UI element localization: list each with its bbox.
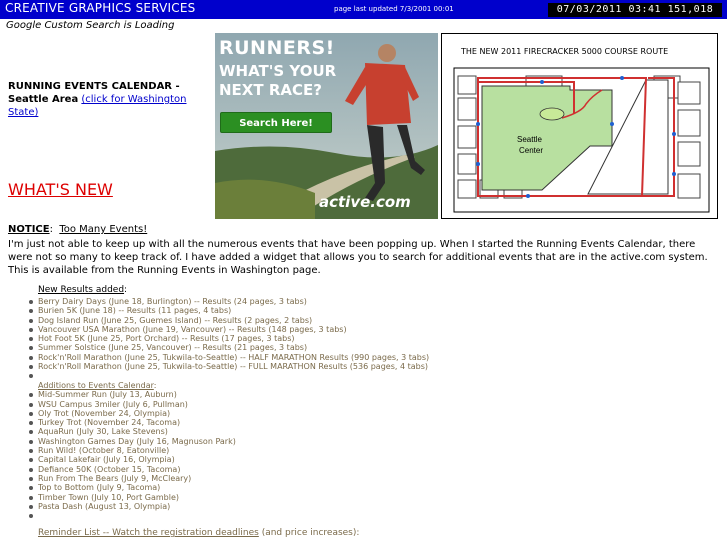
- reminder-suffix: (and price increases):: [258, 528, 360, 538]
- notice-label: NOTICE: [8, 224, 50, 235]
- results-item[interactable]: Burien 5K (June 18) -- Results (11 pages, 4 tabs): [22, 306, 712, 315]
- additions-item[interactable]: Timber Town (July 10, Port Gamble): [22, 493, 712, 502]
- additions-item[interactable]: Pasta Dash (August 13, Olympia): [22, 502, 712, 511]
- brand-title[interactable]: CREATIVE GRAPHICS SERVICES: [5, 1, 196, 15]
- additions-item[interactable]: Oly Trot (November 24, Olympia): [22, 409, 712, 418]
- empty-bullet: [22, 371, 712, 380]
- additions-heading: Additions to Events Calendar:: [38, 381, 157, 390]
- map-title: THE NEW 2011 FIRECRACKER 5000 COURSE ROUTE: [461, 47, 669, 56]
- results-heading: New Results added:: [38, 285, 128, 295]
- additions-item[interactable]: WSU Campus 3miler (July 6, Pullman): [22, 400, 712, 409]
- results-list: [22, 297, 712, 381]
- additions-item[interactable]: Washington Games Day (July 16, Magnuson Park): [22, 437, 712, 446]
- additions-item[interactable]: Top to Bottom (July 9, Tacoma): [22, 483, 712, 492]
- results-item[interactable]: Rock'n'Roll Marathon (June 25, Tukwila-to-Seattle) -- FULL MARATHON Results (536 pages, 4 tabs): [22, 362, 712, 371]
- reminder-link[interactable]: Reminder List -- Watch the registration deadlines: [38, 528, 259, 538]
- route-map-graphic: [442, 34, 719, 220]
- reminder-line: [38, 528, 359, 538]
- results-item[interactable]: Hot Foot 5K (June 25, Port Orchard) -- Results (17 pages, 3 tabs): [22, 334, 712, 343]
- notice-text: I'm just not able to keep up with all the numerous events that have been popping up. When I started the Running Events Calendar, there were not so many to keep track of. I have added a widget that allows you to search for additional events that are in the active.com system. This is available from the Running Events in Washington page.: [8, 239, 708, 276]
- clock-display: 07/03/2011 03:41 151,018: [548, 3, 722, 17]
- ad-subhead: WHAT'S YOUR NEXT RACE?: [219, 62, 337, 99]
- course-route-map[interactable]: [441, 33, 718, 219]
- calendar-heading: [8, 80, 208, 119]
- results-item[interactable]: Vancouver USA Marathon (June 19, Vancouver) -- Results (148 pages, 3 tabs): [22, 325, 712, 334]
- results-item[interactable]: Rock'n'Roll Marathon (June 25, Tukwila-to-Seattle) -- HALF MARATHON Results (990 pages, 3 tabs): [22, 353, 712, 362]
- map-center-line1: Seattle: [517, 135, 542, 144]
- map-center-line2: Center: [519, 146, 544, 155]
- empty-bullet: [22, 511, 712, 520]
- additions-item[interactable]: Mid-Summer Run (July 13, Auburn): [22, 390, 712, 399]
- additions-item[interactable]: Defiance 50K (October 15, Tacoma): [22, 465, 712, 474]
- calendar-title: RUNNING EVENTS CALENDAR - Seattle Area: [8, 81, 180, 105]
- results-item[interactable]: Berry Dairy Days (June 18, Burlington) -- Results (24 pages, 3 tabs): [22, 297, 712, 306]
- additions-list: [22, 381, 712, 520]
- ad-logo: active.com: [319, 193, 411, 211]
- washington-state-link[interactable]: (click for Washington State): [8, 94, 187, 118]
- last-updated: page last updated 7/3/2001 00:01: [334, 5, 454, 13]
- results-item[interactable]: Dog Island Run (June 25, Guemes Island) -- Results (2 pages, 2 tabs): [22, 316, 712, 325]
- ad-headline: RUNNERS!: [219, 37, 335, 59]
- additions-item[interactable]: Capital Lakefair (July 16, Olympia): [22, 455, 712, 464]
- additions-item[interactable]: Turkey Trot (November 24, Tacoma): [22, 418, 712, 427]
- notice-title: Too Many Events!: [59, 224, 148, 235]
- notice-line: NOTICE: Too Many Events!: [8, 224, 148, 235]
- results-heading-label: New Results added: [38, 285, 125, 295]
- whats-new-heading: WHAT'S NEW: [8, 180, 113, 199]
- active-ad-banner[interactable]: [215, 33, 438, 219]
- additions-item[interactable]: AquaRun (July 30, Lake Stevens): [22, 427, 712, 436]
- top-bar: [0, 0, 727, 19]
- additions-item[interactable]: Run Wild! (October 8, Eatonville): [22, 446, 712, 455]
- results-item[interactable]: Summer Solstice (June 25, Vancouver) -- Results (21 pages, 3 tabs): [22, 343, 712, 352]
- additions-heading-label: Additions to Events Calendar: [38, 381, 154, 390]
- search-status: Google Custom Search is Loading: [6, 20, 175, 31]
- additions-item[interactable]: Run From The Bears (July 9, McCleary): [22, 474, 712, 483]
- ad-search-button[interactable]: Search Here!: [220, 112, 332, 133]
